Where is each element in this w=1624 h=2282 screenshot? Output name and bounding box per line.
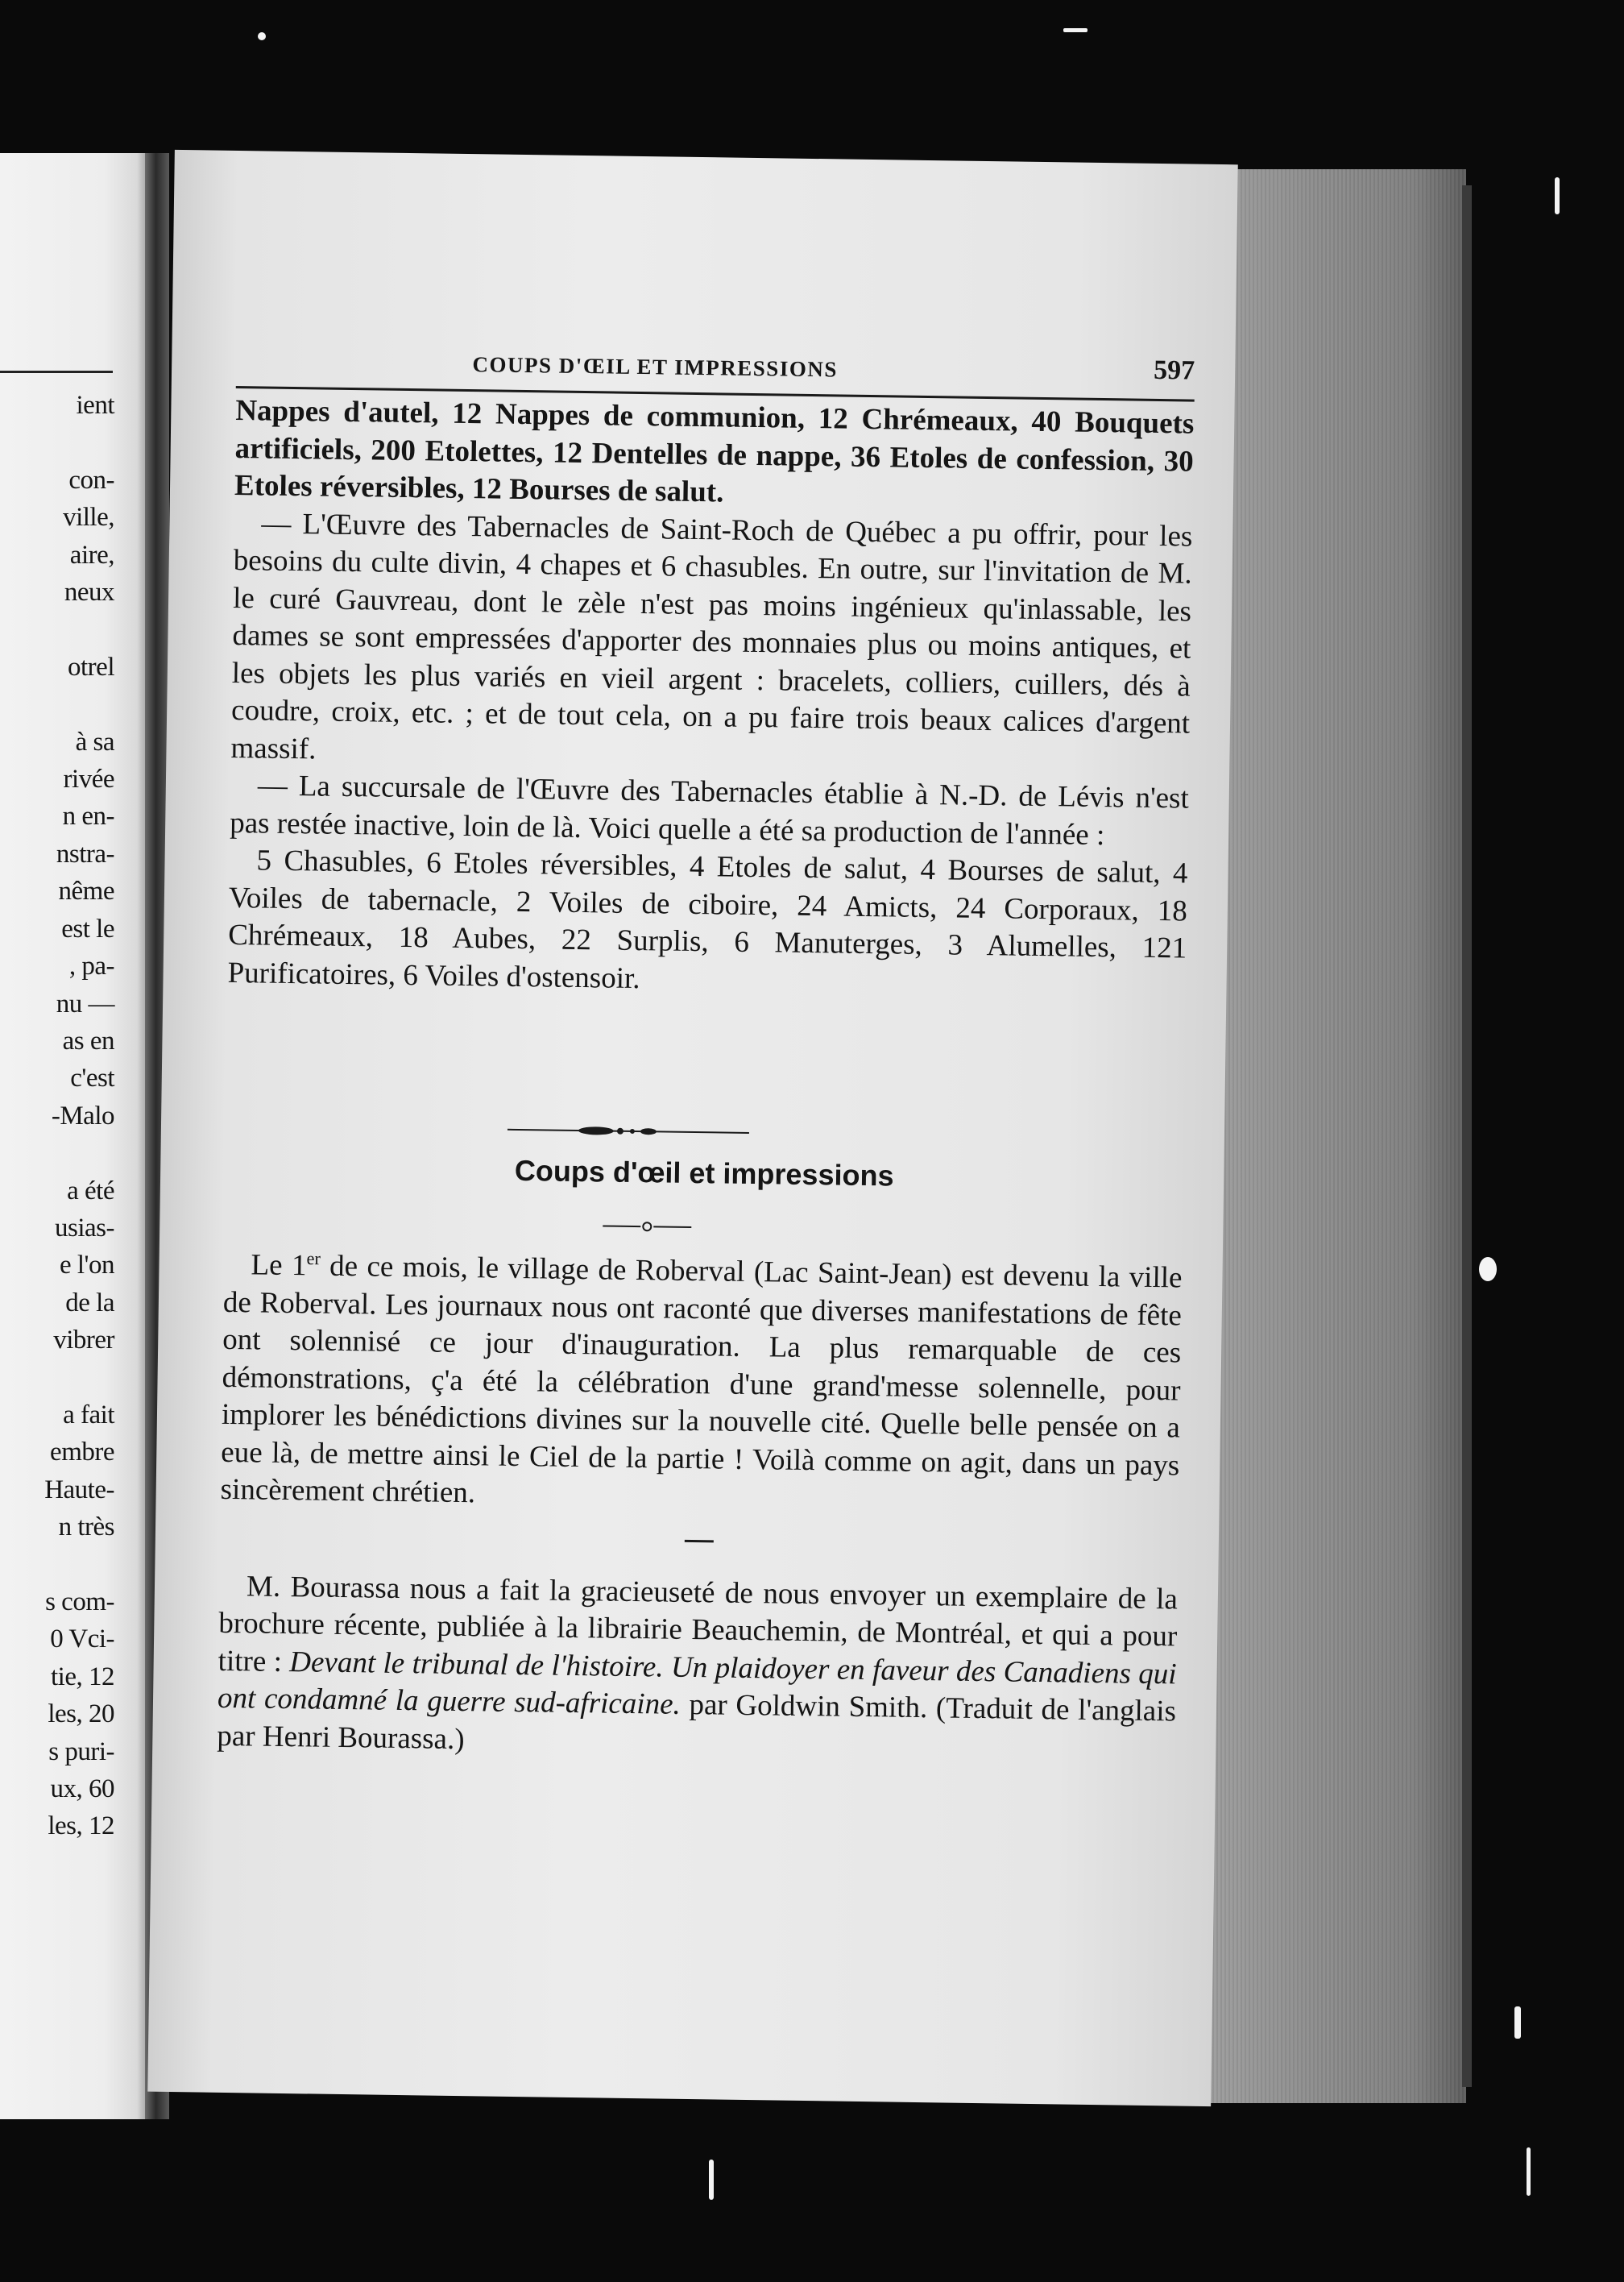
left-page-line (0, 1135, 114, 1172)
ornament-divider (499, 1122, 757, 1141)
left-page-line (0, 1546, 114, 1583)
page-597 (147, 150, 1238, 2106)
left-page-line: otrel (68, 652, 114, 682)
left-page-line: nême (58, 877, 114, 907)
left-page-rule (0, 371, 113, 373)
dust-speck (1063, 28, 1088, 32)
left-page-text (0, 387, 114, 1845)
book-page-edge (1208, 169, 1466, 2103)
left-page-line: s com- (45, 1587, 114, 1616)
body-text (227, 392, 1194, 1006)
left-page-line: as en (62, 1026, 114, 1056)
section-body (217, 1247, 1183, 1769)
roberval-superscript: er (306, 1248, 321, 1269)
page-number: 597 (1153, 355, 1195, 386)
paragraph-bourassa (217, 1567, 1178, 1768)
dust-speck (1479, 1257, 1497, 1281)
left-page-line: s puri- (48, 1736, 114, 1766)
left-page-line: a fait (63, 1400, 114, 1429)
left-page-line: nstra- (56, 839, 114, 869)
left-page-line: vibrer (53, 1326, 114, 1355)
left-page-line: aire, (69, 540, 114, 570)
dust-speck (258, 32, 266, 40)
left-page-line: con- (68, 465, 114, 495)
left-page-line: ient (76, 391, 114, 420)
left-page-line (0, 1359, 114, 1396)
left-page-line: embre (50, 1438, 114, 1467)
left-page-line: -Malo (51, 1101, 114, 1131)
paragraph-vestments-list: Nappes d'autel, 12 Nappes de communion, 12 Chrémeaux, 40 Bouquets artificiels, 200 Etolettes, 12 Dentelles de nappe, 36 Etoles de confession, 30 Etoles réversibles, 12 Bourses de salut. (234, 393, 1195, 509)
left-page-line: Haute- (44, 1475, 114, 1504)
dust-speck (709, 2160, 714, 2200)
left-page-line (0, 424, 114, 461)
small-ornament (599, 1218, 695, 1235)
section-title: Coups d'œil et impressions (514, 1153, 894, 1193)
left-page-line: a été (67, 1176, 114, 1205)
book-edge-shadow (1462, 185, 1472, 2087)
left-page-line: c'est (70, 1064, 114, 1093)
left-page-line: usias- (55, 1213, 114, 1243)
running-title: COUPS D'ŒIL ET IMPRESSIONS (472, 352, 839, 382)
dust-speck (1555, 177, 1560, 214)
running-head (244, 334, 1195, 396)
bourassa-end: par Goldwin Smith. (Traduit de l'anglais par Henri Bourassa.) (217, 1687, 1177, 1756)
left-page-line: neux (64, 578, 114, 608)
left-page-line: à sa (75, 727, 114, 757)
left-page-line: ville, (63, 503, 114, 533)
left-page-line: rivée (63, 765, 114, 795)
paragraph-levis-production: 5 Chasubles, 6 Etoles réversibles, 4 Etoles de salut, 4 Bourses de salut, 4 Voiles de tabernacle, 2 Voiles de ciboire, 24 Amicts, 24 Corporaux, 18 Chrémeaux, 18 Aubes, 22 Surplis, 6 Manuterges, 3 Alumelles, 121 Purificatoires, 6 Voiles d'ostensoir. (227, 844, 1188, 995)
left-page-line: les, 12 (48, 1811, 114, 1841)
left-page-line: est le (61, 914, 114, 944)
left-page-line: n très (58, 1512, 114, 1542)
left-page-line: e l'on (59, 1251, 114, 1280)
left-page-line: n en- (62, 802, 114, 832)
roberval-start: Le 1 (251, 1248, 307, 1283)
dust-speck (1527, 2147, 1531, 2196)
dust-speck (1514, 2006, 1521, 2039)
left-page-line: nu — (56, 989, 114, 1019)
left-page-fragment (0, 153, 149, 2119)
left-page-line: ux, 60 (50, 1774, 114, 1804)
left-page-line: 0 Vci- (50, 1624, 114, 1654)
paragraph-roberval (220, 1247, 1182, 1522)
paragraph-saint-roch: — L'Œuvre des Tabernacles de Saint-Roch de Québec a pu offrir, pour les besoins du culte divin, 4 chapes et 6 chasubles. En outre, sur l'invitation de M. le curé Gauvreau, dont le zèle n'est pas moins ingénieux qu'inlassable, les dames se sont empressées d'apporter des monnaies plus ou moins antiques, et les objets les plus variés en vieil argent : bracelets, colliers, cuillers, dés à coudre, croix, etc. ; et de tout cela, on a pu faire trois beaux calices d'argent massif. (230, 506, 1193, 766)
left-page-line: les, 20 (48, 1699, 114, 1729)
roberval-rest: de ce mois, le village de Roberval (Lac Saint-Jean) est devenu la ville de Roberval. Les journaux nous ont raconté que diverses manifestations de fête ont solennisé ce jour d'inauguration. La plus remarquable de ces démonstrations, ç'a été la célébration d'une grand'messe solennelle, pour implorer les bénédictions divines sur la nouvelle cité. Quelle belle pensée on a eue là, de mettre ainsi le Ciel de la partie ! Voilà comme on agit, dans un pays sincèrement chrétien. (220, 1249, 1183, 1510)
left-page-line (0, 611, 114, 648)
left-page-line (0, 686, 114, 723)
left-page-line: de la (65, 1288, 114, 1317)
left-page-line: , pa- (68, 952, 114, 981)
bourassa-title-italic: Devant le tribunal de l'histoire. Un plaidoyer en faveur des Canadiens qui ont condamné la guerre sud-africaine. (217, 1645, 1177, 1721)
left-page-line: tie, 12 (51, 1662, 114, 1691)
paragraph-levis: — La succursale de l'Œuvre des Tabernacles établie à N.-D. de Lévis n'est pas restée inactive, loin de là. Voici quelle a été sa production de l'année : (229, 769, 1190, 852)
bourassa-start: M. Bourassa nous a fait la gracieuseté de nous envoyer un exemplaire de la brochure récente, publiée à la librairie Beauchemin, de Montréal, et qui a pour titre : (218, 1569, 1179, 1678)
dash-separator (685, 1539, 714, 1542)
